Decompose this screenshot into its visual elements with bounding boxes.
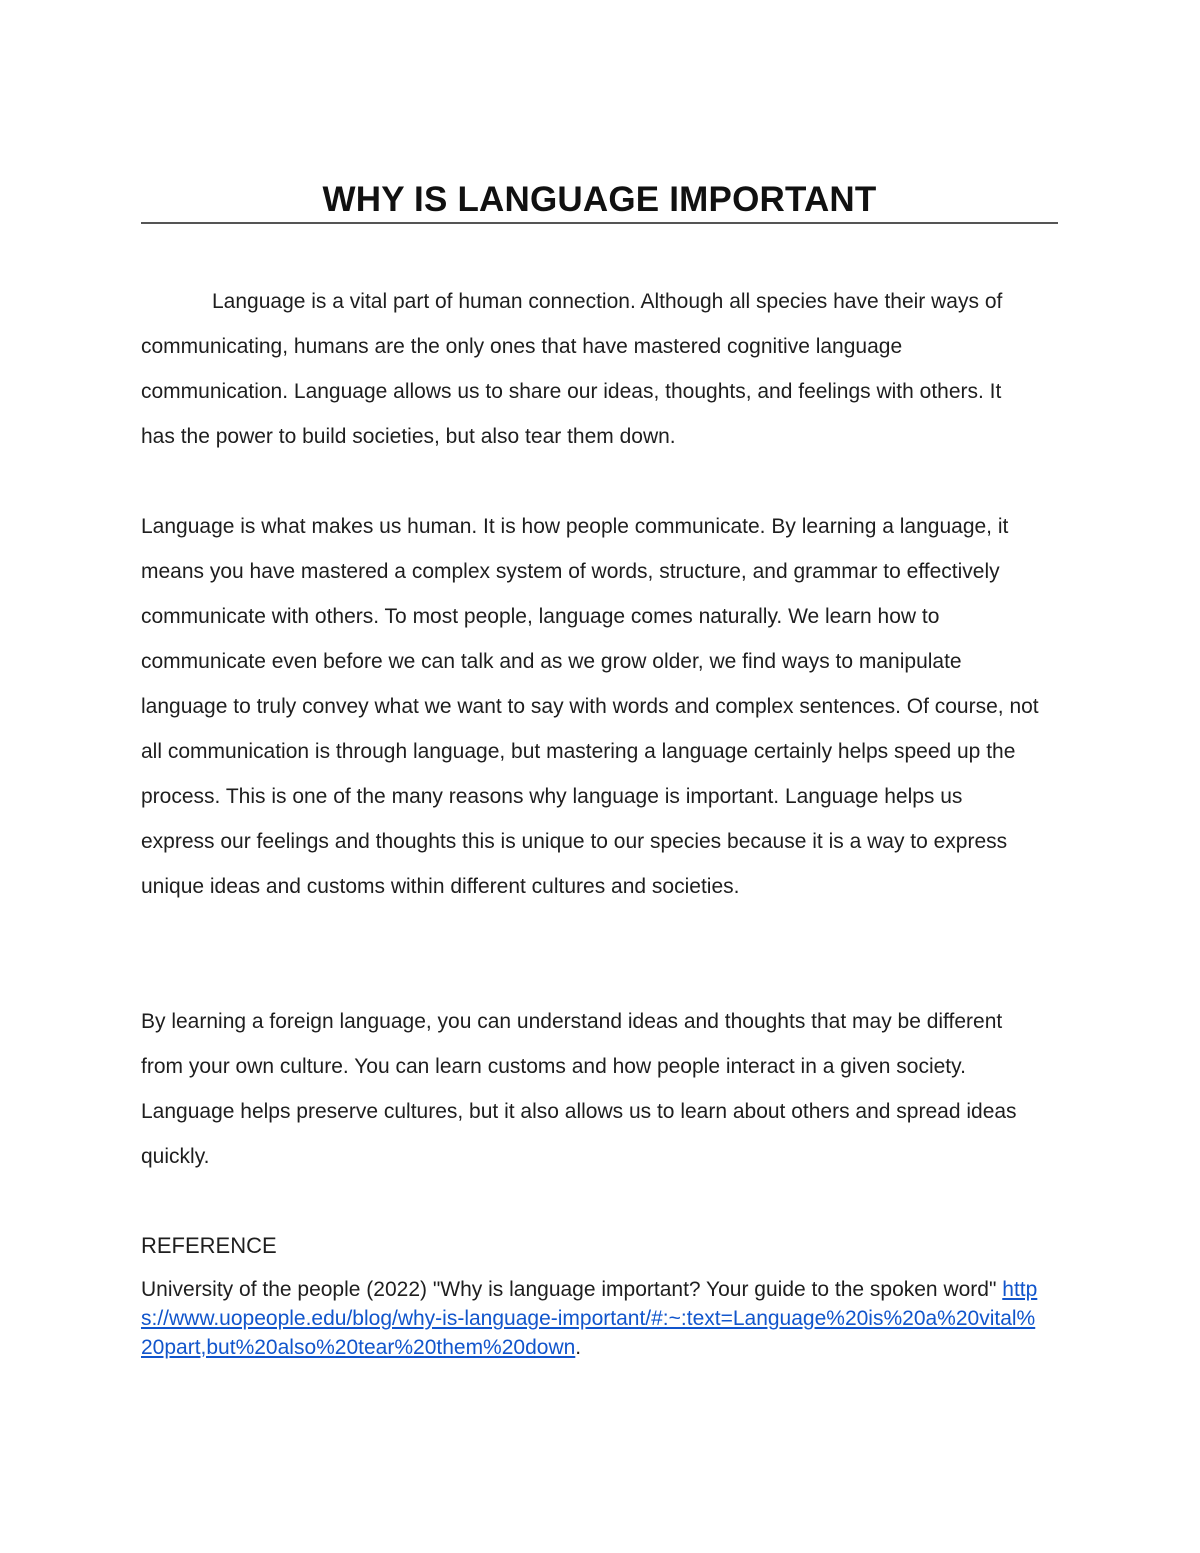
paragraph-foreign-language: By learning a foreign language, you can understand ideas and thoughts that may be different from your own culture. You can learn customs and how people interact in a given society. Language helps preserve cultures, but it also allows us to learn about others and spread ideas quickly. [141,1010,1017,1168]
paragraph-intro: Language is a vital part of human connection. Although all species have their ways of communicating, humans are the only ones that have mastered cognitive language communication. Language allows us to share our ideas, thoughts, and feelings with others. It has the power to build societies, but also tear them down. [141,290,1003,448]
citation-text: University of the people (2022) "Why is language important? Your guide to the spoken word" [141,1278,1003,1301]
paragraph-human-language: Language is what makes us human. It is how people communicate. By learning a language, it means you have mastered a complex system of words, structure, and grammar to effectively communicate with others. To most people, language comes naturally. We learn how to communicate even before we can talk and as we grow older, we find ways to manipulate language to truly convey what we want to say with words and complex sentences. Of course, not all communication is through language, but mastering a language certainly helps speed up the process. This is one of the many reasons why language is important. Language helps us express our feelings and thoughts this is unique to our species because it is a way to express unique ideas and customs within different cultures and societies. [141,515,1039,898]
document-title: WHY IS LANGUAGE IMPORTANT [322,180,877,219]
reference-link[interactable]: https://www.uopeople.edu/blog/why-is-language-important/#:~:text=Language%20is%20a%20vital%20part,but%20also%20tear%20them%20down [141,1278,1038,1359]
title-underline-rule [141,222,1058,224]
reference-heading: REFERENCE [141,1233,277,1258]
reference-citation [141,1275,1046,1362]
citation-trailing-period: . [575,1336,582,1359]
